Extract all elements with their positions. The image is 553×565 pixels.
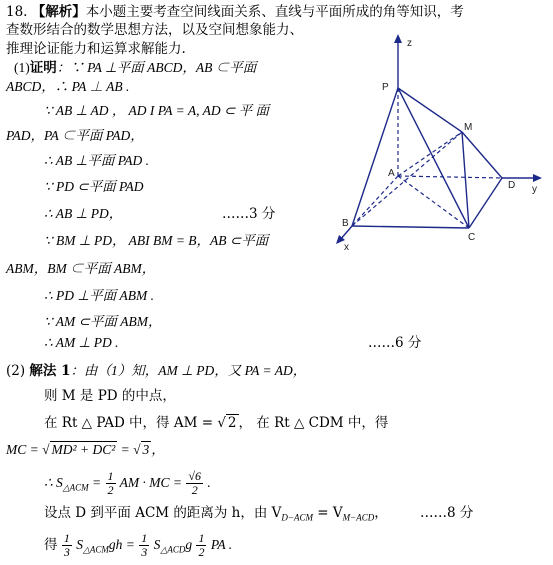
part2-line-3: 在 Rt △ PAD 中，得 AM = √ 2 ， 在 Rt △ CDM 中，得: [44, 415, 389, 431]
edge-PB: [352, 88, 398, 226]
part1-line-11: ∵ AM ⊂平面 ABM，: [44, 314, 162, 329]
label-P: P: [382, 82, 389, 93]
edge-AD: [398, 176, 502, 178]
edge-AC: [398, 176, 469, 228]
part2-line-6: 设点 D 到平面 ACM 的距离为 h，由 $V_{D-ACM} = V_{M-ACD}$，: [44, 505, 388, 523]
label-A: A: [388, 168, 395, 179]
part1-line-10: ∴ PD ⊥平面 ABM .: [44, 288, 154, 303]
part2-line-5: ∴ $S_{\triangle ACM}$ = $\frac{1}{2}$ AM · MC = $\frac{√6}{2}$ .: [44, 469, 211, 498]
edge-BM: [352, 132, 462, 226]
part1-line-5: ∴ AB ⊥平面 PAD .: [44, 153, 149, 168]
problem-number: 18.: [6, 4, 28, 20]
intro-line-2: 查数形结合的数学思想方法，以及空间想象能力、: [6, 22, 303, 38]
edge-MC: [462, 132, 469, 228]
part1-line-8: ∵ BM ⊥ PD， ABI BM = B，AB ⊂平面: [44, 233, 269, 248]
label-z: z: [407, 38, 412, 49]
part1-line-6: ∵ PD ⊂平面 PAD: [44, 179, 144, 194]
arrow-z: [394, 34, 402, 43]
part2-line-7: 得 $\frac{1}{3}$ $S_{\triangle ACM}gh$ = $\frac{1}{3}$ $S_{\triangle ACD}g$ $\frac{1}{2}$ PA .: [44, 531, 233, 560]
edge-PM: [398, 88, 462, 132]
edge-AB: [352, 176, 398, 226]
intro-line-1: 本小题主要考查空间线面关系、直线与平面所成的角等知识，考: [85, 4, 464, 20]
score-8: ……8 分: [420, 505, 474, 521]
fraction: $\frac{1}{3}$: [141, 531, 148, 560]
label-x: x: [344, 242, 349, 253]
label-D: D: [508, 180, 516, 191]
part1-line-12: ∴ AM ⊥ PD .: [44, 335, 119, 350]
part2-line-1: (2) 解法 1：由（1）知，AM ⊥ PD，又 PA = AD，: [6, 363, 307, 379]
arrow-y: [533, 174, 542, 182]
score-6: ……6 分: [368, 335, 422, 351]
label-B: B: [342, 218, 349, 229]
edge-MD: [462, 132, 502, 178]
fraction: $\frac{1}{2}$: [107, 469, 114, 498]
part1-line-9: ABM，BM ⊂平面 ABM，: [6, 261, 156, 276]
edge-BC: [352, 226, 469, 228]
pyramid-figure: [330, 30, 550, 255]
part1-line-7: ∴ AB ⊥ PD，: [44, 206, 123, 221]
fraction: $\frac{√6}{2}$: [188, 469, 201, 498]
analysis-tag: 【解析】: [31, 4, 86, 20]
part1-line-1: (1)证明：∵ PA ⊥平面 ABCD，AB ⊂平面: [14, 60, 257, 75]
edge-PC: [398, 88, 469, 228]
problem-header: [6, 2, 464, 22]
part1-line-3: ∵ AB ⊥ AD ， AD I PA = A, AD ⊂ 平 面: [44, 103, 270, 118]
label-y: y: [532, 184, 537, 195]
edge-AM: [398, 132, 462, 176]
edge-CD: [469, 178, 502, 228]
part1-line-2: ABCD，∴ PA ⊥ AB .: [6, 79, 130, 94]
fraction: $\frac{1}{2}$: [198, 531, 205, 560]
label-M: M: [464, 122, 473, 133]
part2-line-2: 则 M 是 PD 的中点，: [44, 388, 176, 404]
fraction: $\frac{1}{3}$: [63, 531, 70, 560]
score-3: ……3 分: [222, 206, 276, 222]
part1-line-4: PAD，PA ⊂平面 PAD，: [6, 128, 144, 143]
label-C: C: [468, 232, 476, 243]
intro-line-3: 推理论证能力和运算求解能力.: [6, 41, 186, 57]
part2-line-4: MC = √ MD² + DC² = √ 3 ，: [6, 442, 165, 457]
